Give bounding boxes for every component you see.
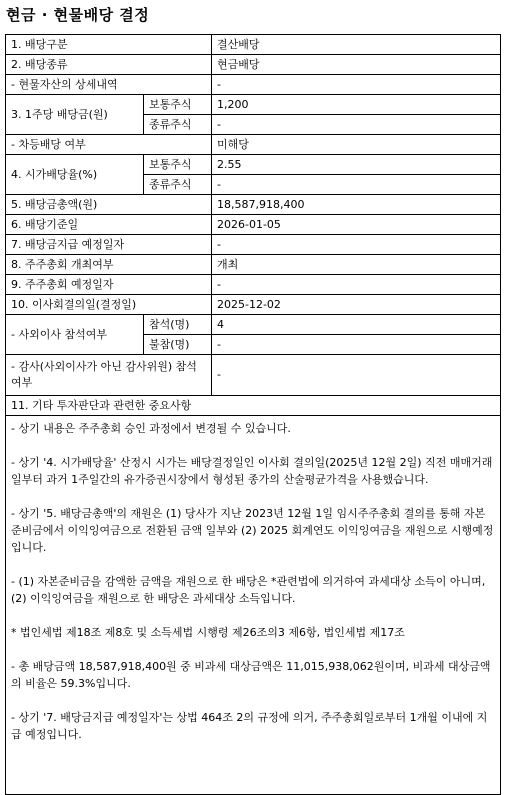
row-label: 4. 시가배당율(%) [6, 155, 144, 195]
row-label: 5. 배당금총액(원) [6, 195, 212, 215]
table-row [6, 35, 501, 55]
table-row [6, 95, 501, 115]
row-value: - [212, 235, 501, 255]
row-label: - 감사(사외이사가 아닌 감사위원) 참석여부 [6, 355, 212, 396]
dividend-table [5, 34, 501, 795]
row-sublabel: 보통주식 [144, 95, 212, 115]
table-row [6, 135, 501, 155]
row-value: - [212, 355, 501, 396]
row-label: 10. 이사회결의일(결정일) [6, 295, 212, 315]
row-value: 현금배당 [212, 55, 501, 75]
table-row [6, 55, 501, 75]
note-paragraph: - 상기 '4. 시가배당율' 산정시 시가는 배당결정일인 이사회 결의일(2025년 12월 2일) 직전 매매거래일부터 과거 1주일간의 유가증권시장에서 형성된 종가의 산술평균가격을 사용했습니다. [11, 456, 493, 486]
row-sublabel: 종류주식 [144, 175, 212, 195]
row-value: 1,200 [212, 95, 501, 115]
table-row [6, 195, 501, 215]
row-label: - 사외이사 참석여부 [6, 315, 144, 355]
row-value: - [212, 275, 501, 295]
table-row [6, 275, 501, 295]
notes-cell [6, 416, 501, 795]
table-row [6, 75, 501, 95]
page-title: 현금 · 현물배당 결정 [6, 6, 150, 24]
table-row [6, 155, 501, 175]
row-label: - 차등배당 여부 [6, 135, 212, 155]
row-value: 2.55 [212, 155, 501, 175]
row-label: - 현물자산의 상세내역 [6, 75, 212, 95]
row-sublabel: 종류주식 [144, 115, 212, 135]
row-sublabel: 보통주식 [144, 155, 212, 175]
note-paragraph: - (1) 자본준비금을 감액한 금액을 재원으로 한 배당은 *관련법에 의거하여 과세대상 소득이 아니며, (2) 이익잉여금을 재원으로 한 배당은 과세대상 소득입니다. [11, 575, 486, 605]
note-paragraph: * 법인세법 제18조 제8호 및 소득세법 시행령 제26조의3 제6항, 법인세법 제17조 [11, 626, 405, 639]
note-paragraph: - 총 배당금액 18,587,918,400원 중 비과세 대상금액은 11,015,938,062원이며, 비과세 대상금액의 비율은 59.3%입니다. [11, 660, 491, 690]
note-paragraph: - 상기 내용은 주주총회 승인 과정에서 변경될 수 있습니다. [11, 422, 291, 435]
row-value: - [212, 115, 501, 135]
row-value: 2025-12-02 [212, 295, 501, 315]
row-label: 8. 주주총회 개최여부 [6, 255, 212, 275]
row-value: - [212, 75, 501, 95]
table-row [6, 315, 501, 335]
row-sublabel: 불참(명) [144, 335, 212, 355]
row-label: 1. 배당구분 [6, 35, 212, 55]
row-value: 2026-01-05 [212, 215, 501, 235]
row-value: 4 [212, 315, 501, 335]
table-row [6, 295, 501, 315]
row-value: - [212, 335, 501, 355]
table-row [6, 416, 501, 795]
row-label: 11. 기타 투자판단과 관련한 중요사항 [6, 396, 501, 416]
table-row [6, 235, 501, 255]
table-row [6, 215, 501, 235]
row-sublabel: 참석(명) [144, 315, 212, 335]
row-value: 미해당 [212, 135, 501, 155]
row-label: 3. 1주당 배당금(원) [6, 95, 144, 135]
row-value: 18,587,918,400 [212, 195, 501, 215]
row-label: 2. 배당종류 [6, 55, 212, 75]
note-paragraph: - 상기 '7. 배당금지급 예정일자'는 상법 464조 2의 규정에 의거, 주주총회일로부터 1개월 이내에 지급 예정입니다. [11, 711, 488, 741]
table-row [6, 255, 501, 275]
note-paragraph: - 상기 '5. 배당금총액'의 재원은 (1) 당사가 지난 2023년 12월 1일 임시주주총회 결의를 통해 자본준비금에서 이익잉여금으로 전환된 금액 일부와 (2) 2025 회계연도 이익잉여금을 재원으로 시행예정입니다. [11, 507, 494, 554]
row-label: 7. 배당금지급 예정일자 [6, 235, 212, 255]
row-value: - [212, 175, 501, 195]
table-row [6, 396, 501, 416]
row-value: 개최 [212, 255, 501, 275]
row-label: 6. 배당기준일 [6, 215, 212, 235]
row-label: 9. 주주총회 예정일자 [6, 275, 212, 295]
table-row [6, 355, 501, 396]
row-value: 결산배당 [212, 35, 501, 55]
